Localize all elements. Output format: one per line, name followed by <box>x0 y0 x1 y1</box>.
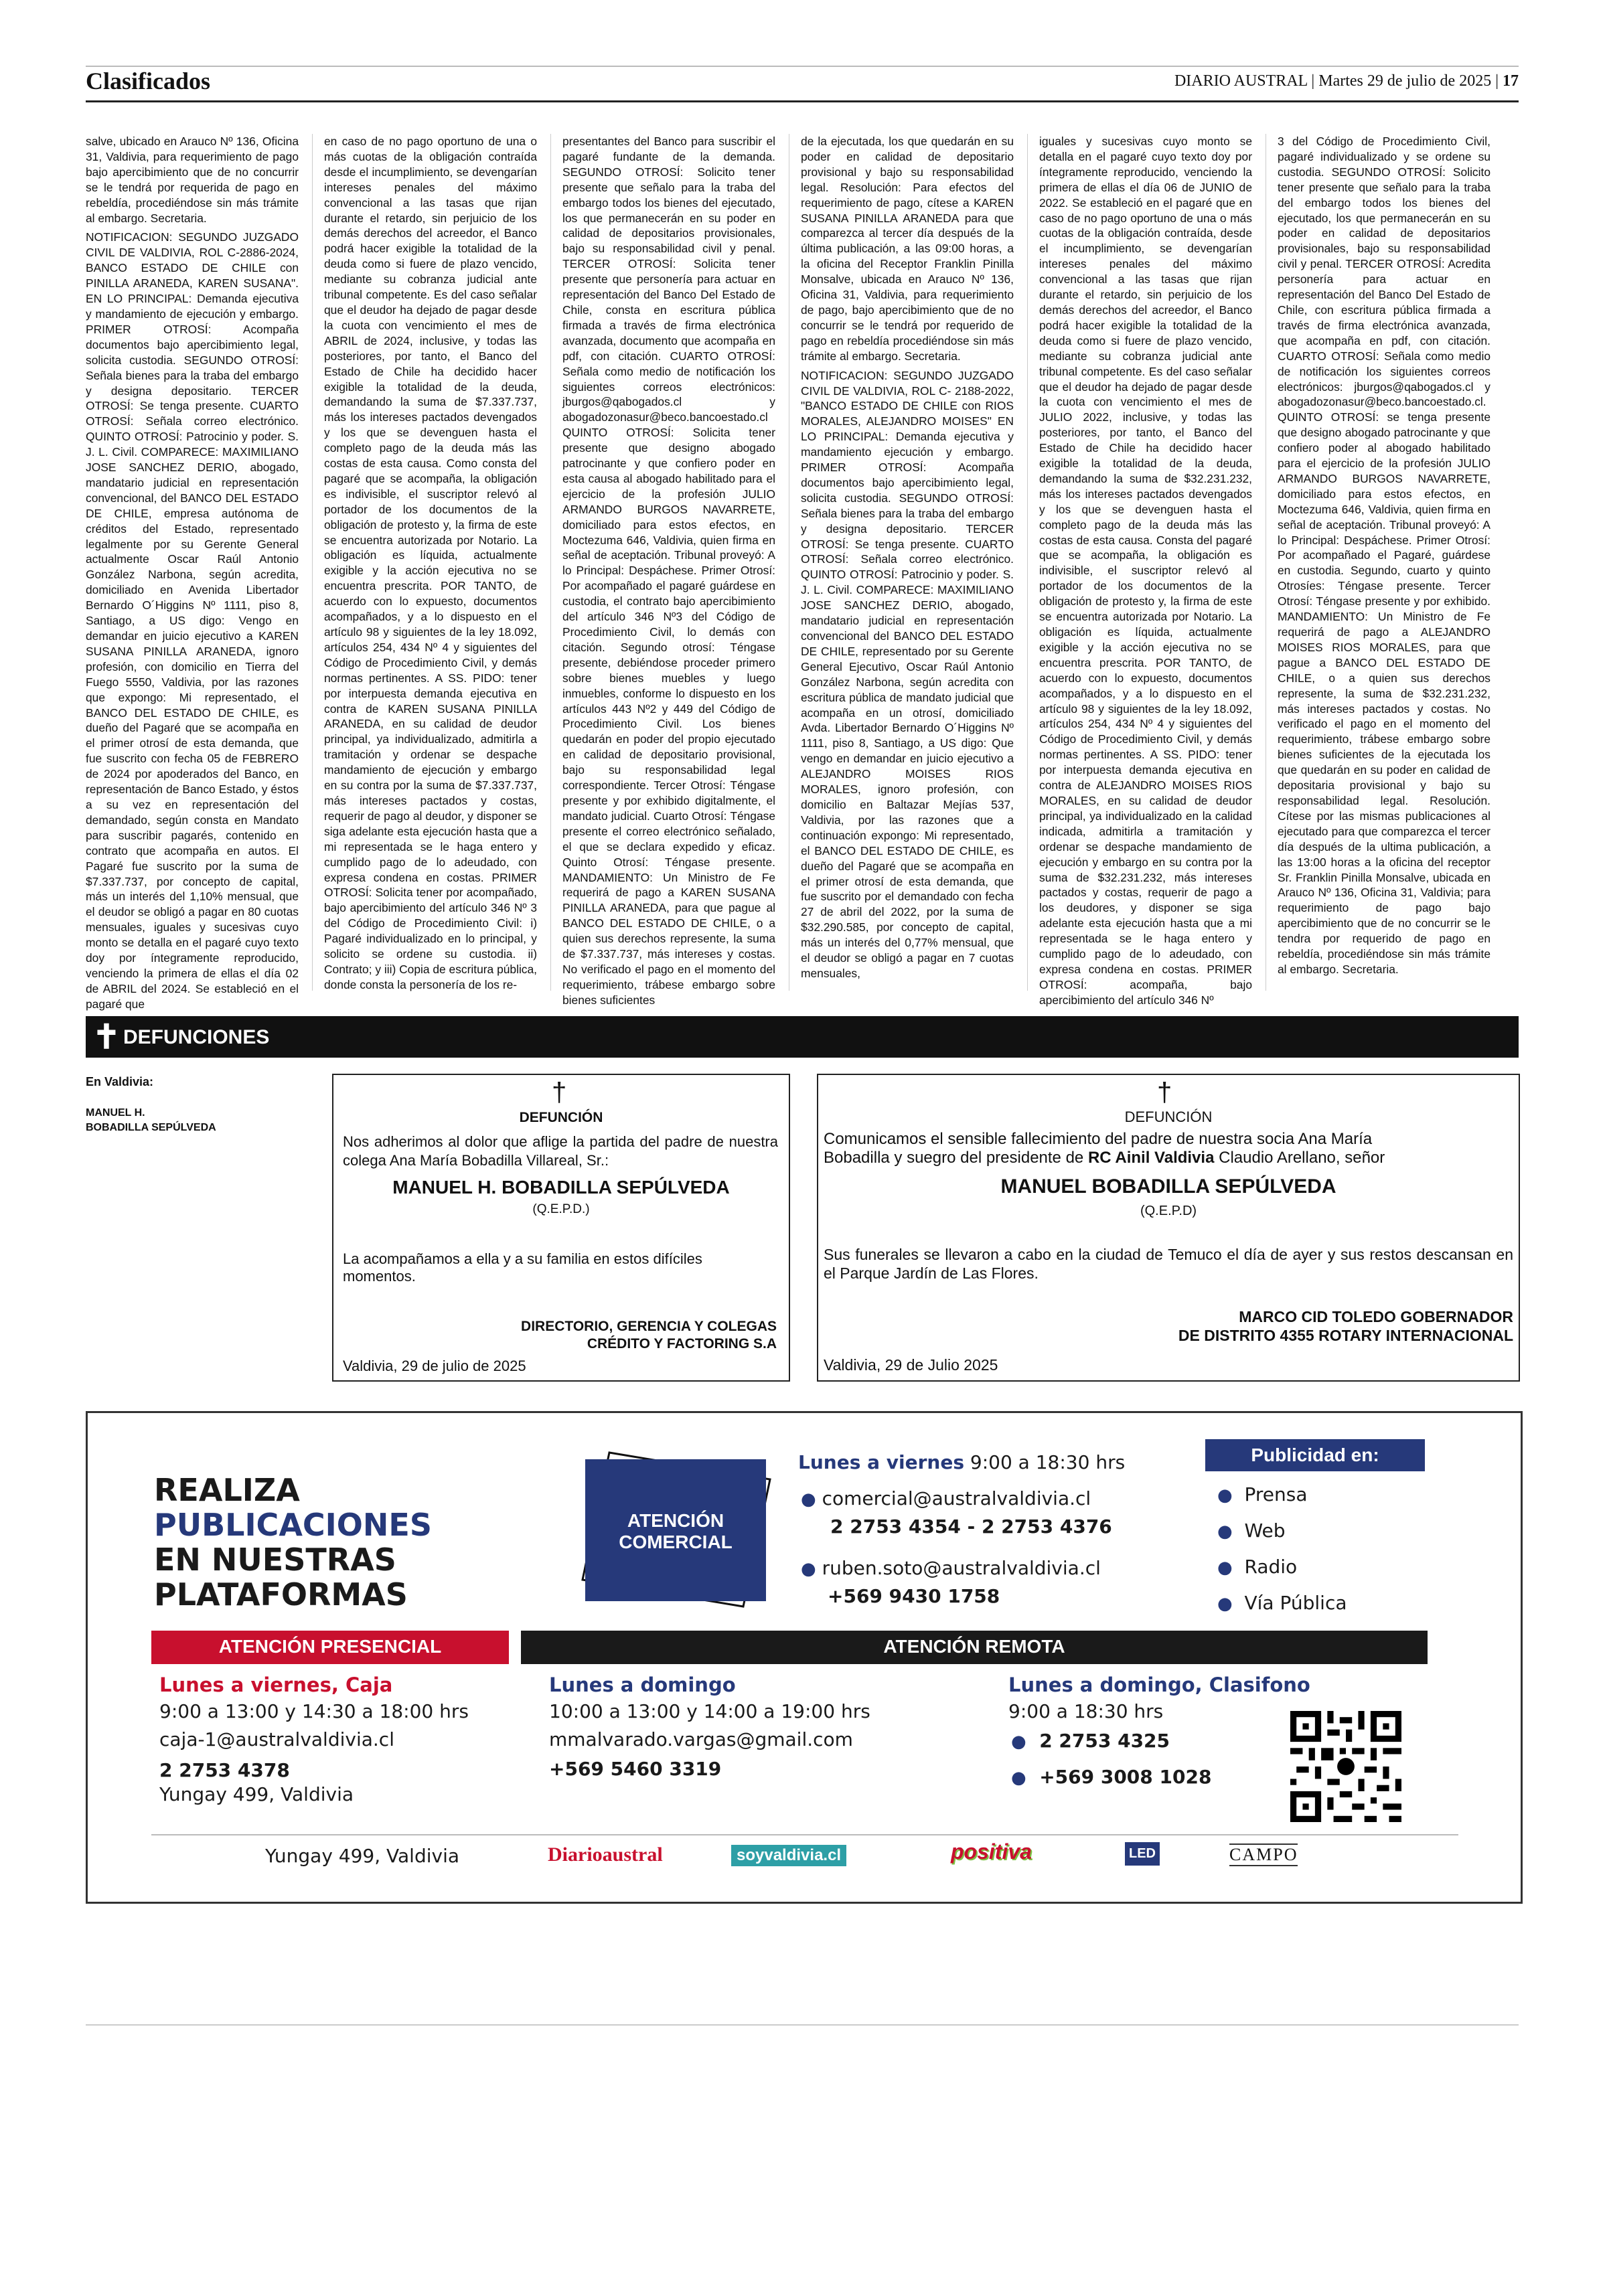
campo-logo: CAMPO <box>1229 1843 1298 1866</box>
obituary-signer: MARCO CID TOLEDO GOBERNADOR <box>1239 1308 1513 1325</box>
email-text: ruben.soto@australvaldivia.cl <box>822 1557 1101 1579</box>
bullet-icon: ● <box>1217 1485 1233 1505</box>
presencial-address: Yungay 499, Valdivia <box>159 1783 354 1805</box>
obituary-intro-line <box>824 1149 1513 1167</box>
defunciones-title: DEFUNCIONES <box>123 1026 270 1048</box>
phone-text: +569 3008 1028 <box>1039 1766 1212 1788</box>
deceased-name-line: BOBADILLA SEPÚLVEDA <box>86 1122 216 1133</box>
notice-paragraph: de la ejecutada, los que quedarán en su poder en calidad de depositario provisional y bajo su responsabilidad legal. Resolución: Para efectos del requerimiento de pago, cítese a KAREN SUSANA PINILLA ARANEDA para que comparezca al tercer día después de la última publicación, a las 09:00 horas, a la oficina del Receptor Franklin Pinilla Monsalve, ubicada en Arauco Nº 136, Oficina 31, Valdivia, para requerimiento de pago, bajo apercibimiento que de no concurrir se le tendrá por requerido de pago en rebeldía procediéndose sin más trámite al embargo. Secretaria. <box>801 135 1014 363</box>
bullet-icon: ● <box>1217 1594 1233 1614</box>
classified-column-6 <box>1278 134 1490 991</box>
commercial-email <box>801 1487 1091 1509</box>
notice-paragraph: en caso de no pago oportuno de una o más cuotas de la obligación contraída desde el incumplimiento, se devengarían intereses penales del máximo convencional a las tasas que rijan durante el retardo, sin perjuicio de los demás derechos del acreedor, el Banco podrá hacer exigible la totalidad de la deuda como si fuere de plazo vencido, mediante su cobranza judicial ante tribunal competente. Es del caso señalar que el deudor ha dejado de pagar desde la cuota con vencimiento el mes de ABRIL de 2024, inclusive, y todas las posteriores, por tanto, el Banco del Estado de Chile ha decidido hacer exigible la totalidad de la deuda, demandando la suma de $7.337.737, más los intereses pactados devengados y los que se devenguen hasta el completo pago de la deuda más las costas de esta causa. Como consta del pagaré que se acompaña, la obligación es indivisible, el suscriptor relevó al portador de los documentos de la obligación de protesto y, la firma de este se encuentra autorizada por Notario. La obligación es líquida, actualmente exigible y la acción ejecutiva no se encuentra prescrita. POR TANTO, de acuerdo con lo expuesto, documentos acompañados, y a lo dispuesto en el artículo 98 y siguientes de la ley 18.092, artículos 254, 434 Nº 4 y siguientes del Código de Procedimiento Civil, y demás normas pertinentes. A SS. PIDO: tener por interpuesta demanda ejecutiva en contra de KAREN SUSANA PINILLA ARANEDA, en su calidad de deudor principal, ya individualizado, admitirla a tramitación y ordenar se despache mandamiento de ejecución y embargo en su contra por la suma de $7.337.737, más intereses pactados y costas, requerir de pago al deudor, y disponer se siga adelante esta ejecución hasta que a mi representada se le haga entero y cumplido pago de lo adeudado, con expresa condena en costas. PRIMER OTROSÍ: Solicita tener por acompañado, bajo apercibimiento del artículo 346 Nº 3 del Código de Procedimiento Civil: i) Pagaré individualizado en lo principal, y solicito se ordene su custodia. ii) Contrato; y iii) Copia de escritura pública, donde consta la personería de los re- <box>324 135 538 991</box>
city-label: En Valdivia: <box>86 1075 154 1088</box>
obituary-intro-line: Comunicamos el sensible fallecimiento del padre de nuestra socia Ana María <box>824 1130 1373 1148</box>
obituary-box-2 <box>817 1074 1520 1382</box>
remota-email: mmalvarado.vargas@gmail.com <box>549 1728 853 1750</box>
item-label: Radio <box>1244 1556 1298 1578</box>
club-name: RC Ainil Valdivia <box>1087 1149 1215 1167</box>
presencial-title: ATENCIÓN PRESENCIAL <box>218 1636 442 1657</box>
hours-value: 9:00 a 18:30 hrs <box>970 1451 1126 1473</box>
item-label: Web <box>1244 1520 1286 1542</box>
obituary-box-1 <box>332 1074 790 1382</box>
paper-info: DIARIO AUSTRAL | Martes 29 de julio de 2025 | 17 <box>1174 72 1519 90</box>
led-logo: LED <box>1125 1842 1160 1866</box>
remota-hours: 10:00 a 13:00 y 14:00 a 19:00 hrs <box>549 1700 870 1722</box>
headline-line: PUBLICACIONES <box>154 1507 432 1543</box>
obituary-intro: Nos adherimos al dolor que aflige la partida del padre de nuestra colega Ana María Bobadilla Villareal, Sr.: <box>343 1133 778 1169</box>
obituary-date: Valdivia, 29 de julio de 2025 <box>343 1358 526 1374</box>
classified-column-1 <box>86 134 299 1011</box>
bullet-icon: ● <box>1011 1732 1026 1752</box>
obituary-intro <box>824 1130 1513 1167</box>
paper-name: DIARIO AUSTRAL <box>1174 72 1308 90</box>
column-separator <box>312 134 313 991</box>
notice-paragraph: iguales y sucesivas cuyo monto se detalla en el pagaré cuyo texto doy por íntegramente reproducido, venciendo la primera de ellas el día 06 de JUNIO de 2022. Se estableció en el pagaré que en caso de no pago oportuno de una o más cuotas de la obligación contraída, desde el incumplimiento, se devengarían intereses penales del máximo convencional a las tasas que rijan durante el retardo, sin perjuicio de los demás derechos del acreedor, el Banco podrá hacer exigible la totalidad de la deuda como si fuere de plazo vencido, mediante su cobranza judicial ante tribunal competente. Es del caso señalar que el deudor ha dejado de pagar desde la cuota con vencimiento el mes de JULIO 2022, inclusive, y todas las posteriores, por tanto, el Banco del Estado de Chile ha decidido hacer exigible la totalidad de la deuda, demandando la suma de $32.231.232, más los intereses pactados devengados y los que se devenguen hasta el completo pago de la deuda más las costas de esta causa. Consta del pagaré que se acompaña, la obligación es indivisible, el suscriptor relevó al portador de los documentos de la obligación de protesto y, la firma de este se encuentra autorizada por Notario. La obligación es líquida, actualmente exigible y la acción ejecutiva no se encuentra prescrita. POR TANTO, de acuerdo con lo expuesto, documentos acompañados, y a lo dispuesto en el artículo 98 y siguientes de la ley 18.092, artículos 254, 434 Nº 4 y siguientes del Código de Procedimiento Civil, y demás normas pertinentes. A SS. PIDO: tener por interpuesta demanda ejecutiva en contra de ALEJANDRO MOISES RIOS MORALES, en su calidad de deudor principal, ya individualizado en la calidad indicada, admitirla a tramitación y ordenar se despache mandamiento de ejecución y embargo en su contra por la suma de $32.231.232, más intereses pactados y costas, requerir de pago a los deudores, y disponer se siga adelante esta ejecución hasta que a mi representada se le haga entero y cumplido pago de lo adeudado, con expresa condena en costas. PRIMER OTROSÍ: acompaña, bajo apercibimiento del artículo 346 Nº <box>1039 135 1252 1007</box>
notice-paragraph: presentantes del Banco para suscribir el pagaré fundante de la demanda. SEGUNDO OTROSÍ: Solicito tener presente que señalo para la traba del embargo todos los bienes del ejecutado, los que permanecerán en su poder en calidad de depositarios provisionales, bajo su responsabilidad civil y penal. TERCER OTROSÍ: Solicita tener presente que personería para actuar en representación del Banco Del Estado de Chile, consta en escritura pública firmada a través de firma electrónica avanzada, documento que acompaña en pdf, con citación. CUARTO OTROSÍ: Señala como medio de notificación los siguientes correos electrónicos: jburgos@qabogados.cl y abogadozonasur@beco.bancoestado.cl QUINTO OTROSÍ: Solicita tener presente que designo abogado patrocinante y que confiero poder en esta causa al abogado habilitado para el ejercicio de la profesión JULIO ARMANDO BURGOS NAVARRETE, domiciliado para estos efectos, en Moctezuma 646, Valdivia, quien firma en señal de aceptación. Tribunal proveyó: A lo Principal: Despáchese. Primer Otrosí: Por acompañado el pagaré guárdese en custodia, el contrato bajo apercibimiento del artículo 346 Nº3 del Código de Procedimiento Civil, lo demás con citación. Segundo otrosí: Téngase presente, debiéndose proceder primero sobre bienes muebles y luego inmuebles, conforme lo dispuesto en los artículos 443 Nº2 y 449 del Código de Procedimiento Civil. Los bienes quedarán en poder del propio ejecutado en calidad de depositario provisional, bajo su responsabilidad legal correspondiente. Tercer Otrosí: Téngase presente y por exhibido digitalmente, el mandato judicial. Cuarto Otrosí: Téngase presente el correo electrónico señalado, el que se declara expedido y eficaz. Quinto Otrosí: Téngase presente. MANDAMIENTO: Un Ministro de Fe requerirá de pago a KAREN SUSANA PINILLA ARANEDA, para que pague al BANCO DEL ESTADO DE CHILE, o a quien sus derechos represente, la suma de $7.337.737, más intereses y costas. No verificado el pago en el momento del requerimiento, trábese embargo sobre bienes suficientes <box>562 135 775 1007</box>
publicidad-item <box>1217 1520 1286 1542</box>
page-number: 17 <box>1503 72 1519 90</box>
presencial-phone: 2 2753 4378 <box>159 1759 290 1781</box>
cross-icon: † <box>552 1078 567 1107</box>
bullet-icon: ● <box>801 1489 816 1509</box>
obituary-message: La acompañamos a ella y a su familia en estos difíciles momentos. <box>343 1250 702 1285</box>
column-separator <box>550 134 551 991</box>
page-bottom-rule <box>86 2024 1519 2026</box>
obituary-signer: CRÉDITO Y FACTORING S.A <box>587 1336 777 1351</box>
item-label: Vía Pública <box>1244 1592 1347 1614</box>
clasifono-phone <box>1011 1730 1170 1752</box>
publicidad-item <box>1217 1556 1297 1578</box>
notice-paragraph: 3 del Código de Procedimiento Civil, pagaré individualizado y se ordene su custodia. SEGUNDO OTROSÍ: Solicito tener presente que señalo para la traba del embargo todos los bienes del ejecutado, los que permanecerán en su poder en calidad de depositarios provisionales, bajo su responsabilidad civil y penal. TERCER OTROSÍ: Acredita personería para actuar en representación del Banco Del Estado de Chile, con escritura pública firmada a través de firma electrónica avanzada, que acompaña en pdf, con citación. CUARTO OTROSÍ: Señala como medio de notificación los siguientes correos electrónicos: jburgos@qabogados.cl y abogadozonasur@beco.bancoestado.cl. QUINTO OTROSÍ: se tenga presente que designo abogado patrocinante y que confiero poder al abogado habilitado para el ejercicio de la profesión JULIO ARMANDO BURGOS NAVARRETE, domiciliado para estos efectos, en Moctezuma 646, Valdivia, quien firma en señal de aceptación. Tribunal proveyó: A lo Principal: Despáchese. Primer Otrosí: Por acompañado el Pagaré, guárdese en custodia. Segundo, cuarto y quinto Otrosíes: Téngase presente. Tercer Otrosí: Téngase presente y por exhibido. MANDAMIENTO: Un Ministro de Fe requerirá de pago a ALEJANDRO MOISES RIOS MORALES, para que pague a BANCO DEL ESTADO DE CHILE, o a quien sus derechos represente, la suma de $32.231.232, más intereses pactados y costas. No verificado el pago en el momento del requerimiento, trábese embargo sobre bienes suficientes de la ejecutada los que quedarán en su poder en calidad de depositaria provisional y bajo su responsabilidad legal. Resolución. Cítese por las mismas publicaciones al ejecutado para que comparezca el tercer día después de la ultima publicación, a las 13:00 horas a la oficina del receptor Sr. Franklin Pinilla Monsalve, ubicada en Arauco Nº 136, Oficina 31, Valdivia; para requerimiento de pago bajo apercibimiento que de no concurrir se le tendra por requerido de pago en rebeldía, procediéndose sin más trámite al embargo. Secretaria. <box>1278 135 1490 976</box>
footer-address: Yungay 499, Valdivia <box>265 1845 460 1867</box>
obituary-date: Valdivia, 29 de Julio 2025 <box>824 1356 998 1374</box>
classified-column-4 <box>801 134 1014 991</box>
headline-line: EN NUESTRAS <box>154 1542 396 1578</box>
header-top-rule <box>86 66 1519 67</box>
intro-text: Bobadilla y suegro del presidente de <box>824 1149 1088 1167</box>
obituary-message: Sus funerales se llevaron a cabo en la ciudad de Temuco el día de ayer y sus restos descansan en el Parque Jardín de Las Flores. <box>824 1246 1513 1282</box>
obituary-name: MANUEL BOBADILLA SEPÚLVEDA <box>1000 1175 1336 1198</box>
intro-text: Claudio Arellano, señor <box>1214 1149 1385 1167</box>
bullet-icon: ● <box>1011 1768 1026 1788</box>
obituary-qepd: (Q.E.P.D.) <box>532 1202 590 1216</box>
section-title: Clasificados <box>86 68 211 94</box>
publicidad-item <box>1217 1483 1308 1505</box>
notice-paragraph: NOTIFICACION: SEGUNDO JUZGADO CIVIL DE VALDIVIA, ROL C-2886-2024, BANCO ESTADO DE CHILE con PINILLA ARANEDA, KAREN SUSANA". EN LO PRINCIPAL: Demanda ejecutiva y mandamiento de ejecución y embargo. PRIMER OTROSÍ: Acompaña documentos bajo apercibimiento legal, solicita custodia. SEGUNDO OTROSÍ: Señala bienes para la traba del embargo y designa depositario. TERCER OTROSÍ: Se tenga presente. CUARTO OTROSÍ: Señala correo electrónico. QUINTO OTROSÍ: Patrocinio y poder. S. J. L. Civil. COMPARECE: MAXIMILIANO JOSE SANCHEZ DERIO, abogado, mandatario judicial en representación convencional, del BANCO DEL ESTADO DE CHILE, empresa autónoma de créditos del Estado, representado legalmente por su Gerente General actualmente Oscar Raúl Antonio González Narbona, según acredita, domiciliado en Avenida Libertador Bernardo O´Higgins Nº 1111, piso 8, Santiago, a US digo: Vengo en demandar en juicio ejecutivo a KAREN SUSANA PINILLA ARANEDA, ignoro profesión, con domicilio en Tierra del Fuego 5550, Valdivia, por las razones que expongo: Mi representado, el BANCO DEL ESTADO DE CHILE, es dueño del Pagaré que se acompaña en el primer otrosí de esta demanda, que fue suscrito con fecha 05 de FEBRERO de 2024 por apoderados del Banco, en representación de Banco Estado, y éstos a su vez en representación del demandado, según consta en Mandato para suscribir pagarés, contenido en contrato que acompaña en autos. El Pagaré fue suscrito por la suma de $7.337.737, por concepto de capital, más un interés del 1,10% mensual, que el deudor se obligó a pagar en 80 cuotas mensuales, iguales y sucesivas cuyo monto se detalla en el pagaré cuyo texto doy por íntegramente reproducido, venciendo la primera de ellas el día 02 de ABRIL del 2024. Se estableció en el pagaré que <box>86 230 299 1011</box>
hours-label: Lunes a viernes <box>798 1451 964 1473</box>
obituary-signer: DIRECTORIO, GERENCIA Y COLEGAS <box>521 1319 777 1334</box>
classified-column-2 <box>324 134 537 991</box>
email-text: comercial@australvaldivia.cl <box>822 1487 1091 1509</box>
defunciones-bar <box>86 1016 1519 1058</box>
commercial-phones: 2 2753 4354 - 2 2753 4376 <box>830 1515 1112 1538</box>
positiva-logo: positiva <box>951 1839 1032 1864</box>
headline-line: REALIZA <box>154 1472 300 1508</box>
item-label: Prensa <box>1244 1483 1308 1505</box>
clasifono-days: Lunes a domingo, Clasifono <box>1008 1673 1310 1696</box>
cross-icon: † <box>1157 1078 1172 1107</box>
deceased-name <box>86 1106 260 1135</box>
presencial-hours: 9:00 a 13:00 y 14:30 a 18:00 hrs <box>159 1700 469 1722</box>
qr-code-icon[interactable] <box>1286 1711 1406 1822</box>
ad-headline <box>154 1473 432 1612</box>
classified-column-3 <box>562 134 775 1007</box>
presencial-days: Lunes a viernes, Caja <box>159 1673 393 1696</box>
headline-line: PLATAFORMAS <box>154 1576 408 1613</box>
presencial-email: caja-1@australvaldivia.cl <box>159 1728 394 1750</box>
obituary-heading: DEFUNCIÓN <box>519 1110 603 1125</box>
phone-text: 2 2753 4325 <box>1039 1730 1170 1752</box>
soyvaldivia-logo: soyvaldivia.cl <box>731 1845 846 1866</box>
cross-icon: ✝ <box>92 1018 121 1056</box>
obituary-heading: DEFUNCIÓN <box>1124 1109 1213 1125</box>
bullet-icon: ● <box>801 1559 816 1579</box>
header-rule <box>86 100 1519 102</box>
commercial-phone: +569 9430 1758 <box>828 1585 1000 1607</box>
remota-title: ATENCIÓN REMOTA <box>883 1636 1065 1657</box>
commercial-email <box>801 1557 1101 1579</box>
obituary-signer: DE DISTRITO 4355 ROTARY INTERNACIONAL <box>1178 1327 1513 1344</box>
bullet-icon: ● <box>1217 1522 1233 1542</box>
bullet-icon: ● <box>1217 1558 1233 1578</box>
deceased-name-line: MANUEL H. <box>86 1107 145 1119</box>
notice-paragraph: NOTIFICACION: SEGUNDO JUZGADO CIVIL DE VALDIVIA, ROL C- 2188-2022, "BANCO ESTADO DE CHILE con RIOS MORALES, ALEJANDRO MOISES" EN LO PRINCIPAL: Demanda ejecutiva y mandamiento ejecución y embargo. PRIMER OTROSÍ: Acompaña documentos bajo apercibimiento legal, solicita custodia. SEGUNDO OTROSÍ: Señala bienes para la traba del embargo y designa depositario. TERCER OTROSÍ: Se tenga presente. CUARTO OTROSÍ: Señala correo electrónico. QUINTO OTROSÍ: Patrocinio y poder. S. J. L. Civil. COMPARECE: MAXIMILIANO JOSE SANCHEZ DERIO, abogado, mandatario judicial en representación convencional del BANCO DEL ESTADO DE CHILE, representado por su Gerente General Ejecutivo, Oscar Raúl Antonio González Narbona, según acredita con escritura pública de mandato judicial que acompaña en un otrosí, domiciliado Avda. Libertador Bernardo O´Higgins Nº 1111, piso 8, Santiago, a US digo: Que vengo en demandar en juicio ejecutivo a ALEJANDRO MOISES RIOS MORALES, ignoro profesión, con domicilio en Baltazar Mejías 537, Valdivia, por las razones que a continuación expongo: Mi representado, el BANCO DEL ESTADO DE CHILE, es dueño del Pagaré que se acompaña en el primer otrosí de esta demanda, que fue suscrito por el demandado con fecha 27 de abril del 2022, por la suma de $32.290.585, por concepto de capital, más un interés del 0,77% mensual, que el deudor se obligó a pagar en 7 cuotas mensuales, <box>801 368 1014 980</box>
commercial-hours <box>798 1451 1125 1473</box>
diarioaustral-logo: Diarioaustral <box>548 1843 663 1866</box>
ad-commercial-label: ATENCIÓN COMERCIAL <box>619 1510 733 1552</box>
notice-paragraph: salve, ubicado en Arauco Nº 136, Oficina 31, Valdivia, para requerimiento de pago bajo apercibimiento que de no concurrir se le tendrá por requerida de pago en rebeldía, procediéndose sin más trámite al embargo. Secretaria. <box>86 135 299 225</box>
ad-footer-rule <box>151 1834 1458 1835</box>
column-separator <box>1027 134 1028 991</box>
publicidad-title: Publicidad en: <box>1251 1445 1379 1465</box>
clasifono-phone <box>1011 1766 1211 1788</box>
clasifono-hours: 9:00 a 18:30 hrs <box>1008 1700 1164 1722</box>
publicidad-item <box>1217 1592 1347 1614</box>
issue-date: Martes 29 de julio de 2025 <box>1318 72 1492 90</box>
obituary-qepd: (Q.E.P.D) <box>1140 1204 1197 1218</box>
obituary-name: MANUEL H. BOBADILLA SEPÚLVEDA <box>392 1177 730 1198</box>
remota-days: Lunes a domingo <box>549 1673 736 1696</box>
classified-column-5 <box>1039 134 1252 1007</box>
remota-phone: +569 5460 3319 <box>549 1758 722 1780</box>
